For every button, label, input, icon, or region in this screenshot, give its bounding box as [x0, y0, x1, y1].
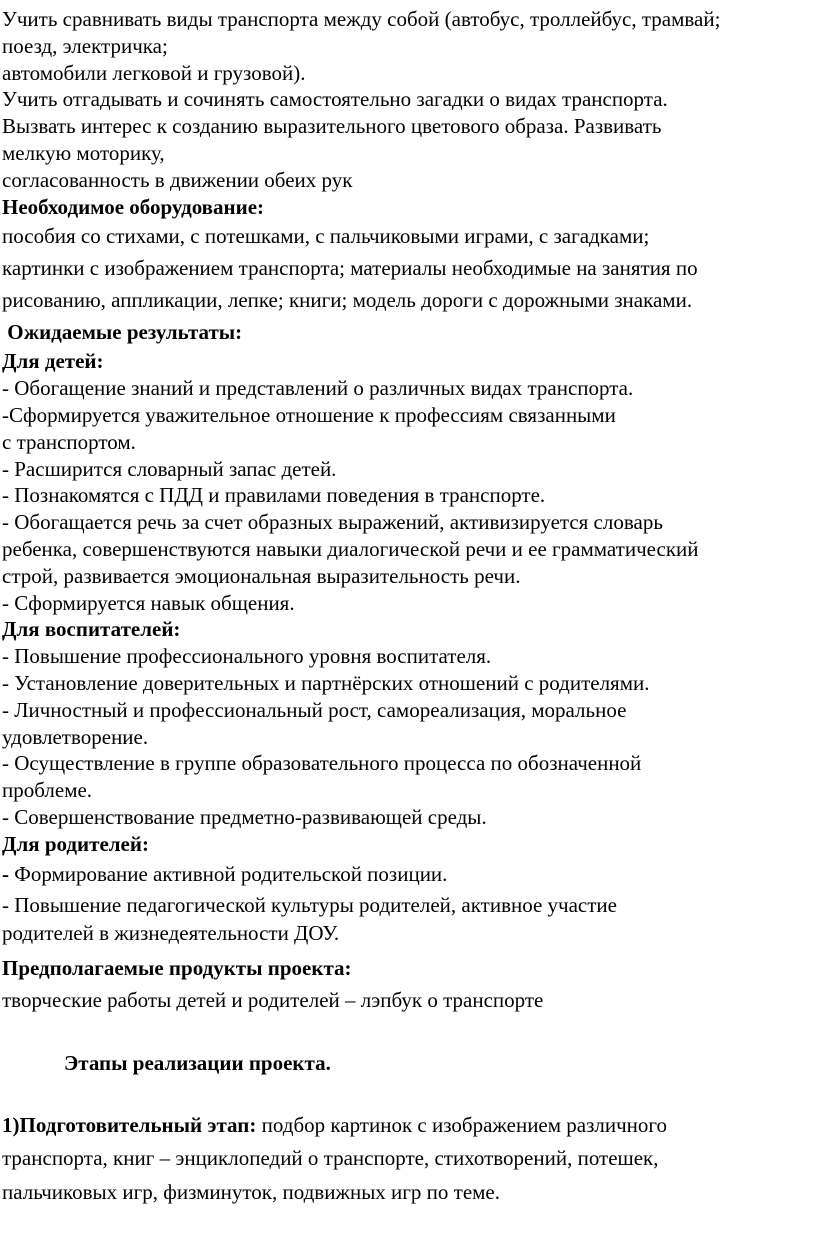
- text-line: мелкую моторику,: [2, 140, 165, 165]
- text-line: творческие работы детей и родителей – лэпбук о транспорте: [2, 988, 544, 1013]
- list-item: ребенка, совершенствуются навыки диалогической речи и ее грамматический: [2, 536, 699, 561]
- text-line: Вызвать интерес к созданию выразительного цветового образа. Развивать: [2, 114, 662, 139]
- list-item: - Осуществление в группе образовательного процесса по обозначенной: [2, 751, 642, 776]
- list-item: - Обогащение знаний и представлений о различных видах транспорта.: [2, 376, 634, 401]
- stage-1-label: 1)Подготовительный этап:: [2, 1113, 257, 1138]
- list-item-text: Формирование активной родительской позиции.: [9, 861, 448, 886]
- list-item: проблеме.: [2, 778, 93, 803]
- list-item: - Познакомятся с ПДД и правилами поведения в транспорте.: [2, 483, 546, 508]
- equipment-section: [2, 194, 816, 317]
- text-line: Учить сравнивать виды транспорта между собой (автобус, троллейбус, трамвай;: [2, 7, 721, 31]
- stages-heading: Этапы реализации проекта.: [64, 1051, 331, 1076]
- equipment-heading: Необходимое оборудование:: [2, 194, 265, 219]
- text-line: поезд, электричка;: [2, 33, 168, 58]
- list-item: строй, развивается эмоциональная выразительность речи.: [2, 563, 521, 588]
- text-line: автомобили легковой и грузовой).: [2, 60, 306, 85]
- intro-block: [2, 6, 816, 194]
- list-item: - Установление доверительных и партнёрских отношений с родителями.: [2, 670, 650, 695]
- text-line: пособия со стихами, с потешками, с пальчиковыми играми, с загадками;: [2, 224, 650, 249]
- list-item: -Сформируется уважительное отношение к профессиям связанными: [2, 402, 616, 427]
- text-line: Учить отгадывать и сочинять самостоятельно загадки о видах транспорта.: [2, 87, 668, 112]
- stages-section: [2, 1016, 816, 1209]
- list-item: - Повышение педагогической культуры родителей, активное участие: [2, 892, 617, 917]
- text-line: картинки с изображением транспорта; материалы необходимые на занятия по: [2, 256, 698, 281]
- list-item: родителей в жизнедеятельности ДОУ.: [2, 920, 340, 945]
- list-item: - Сформируется навык общения.: [2, 590, 295, 615]
- teachers-heading: Для воспитателей:: [2, 617, 181, 642]
- list-item: - Обогащается речь за счет образных выражений, активизируется словарь: [2, 510, 663, 535]
- results-heading: Ожидаемые результаты:: [2, 320, 243, 345]
- list-item: с транспортом.: [2, 429, 136, 454]
- list-item: - Повышение профессионального уровня воспитателя.: [2, 644, 492, 669]
- stage-1-line: [2, 1109, 816, 1141]
- children-heading: Для детей:: [2, 349, 104, 374]
- list-item: - Совершенствование предметно-развивающей среды.: [2, 804, 487, 829]
- text-line: рисованию, аппликации, лепке; книги; модель дороги с дорожными знаками.: [2, 288, 693, 313]
- list-item: - Личностный и профессиональный рост, самореализация, моральное: [2, 697, 627, 722]
- text-line: пальчиковых игр, физминуток, подвижных игр по теме.: [2, 1180, 501, 1205]
- list-item: - Расширится словарный запас детей.: [2, 456, 337, 481]
- results-section: [2, 316, 816, 946]
- list-dash: -: [2, 861, 9, 886]
- text-line: транспорта, книг – энциклопедий о транспорте, стихотворений, потешек,: [2, 1146, 659, 1171]
- products-heading: Предполагаемые продукты проекта:: [2, 956, 352, 981]
- products-section: [2, 952, 816, 1016]
- list-item: [2, 858, 816, 890]
- stage-1-text: подбор картинок с изображением различного: [256, 1113, 668, 1138]
- text-line: согласованность в движении обеих рук: [2, 167, 353, 192]
- list-item: удовлетворение.: [2, 724, 149, 749]
- parents-heading: Для родителей:: [2, 831, 149, 856]
